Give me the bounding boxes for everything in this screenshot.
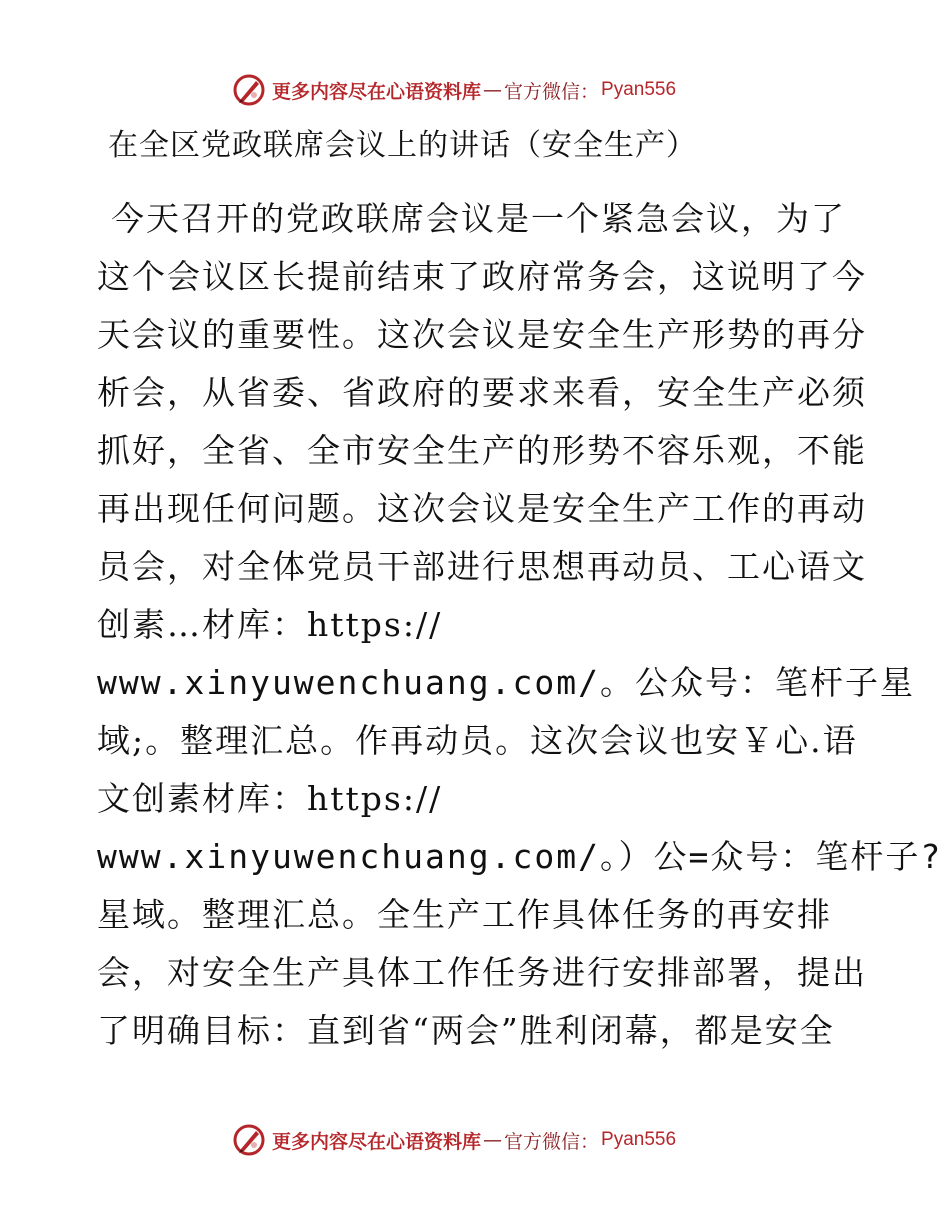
banner-text: 更多内容尽在心语资料库	[272, 1130, 482, 1153]
body-line: 域;。整理汇总。作再动员。这次会议也安￥心.语	[97, 721, 858, 760]
footer-banner	[232, 1122, 676, 1158]
body-line-url: www.xinyuwenchuang.com/。公众号：笔杆子星	[97, 663, 915, 702]
banner-wechat-id: Pyan556	[601, 1129, 677, 1150]
banner-separator: —	[483, 1129, 503, 1151]
banner-text: 更多内容尽在心语资料库	[272, 80, 482, 103]
banner-wechat-id: Pyan556	[601, 79, 677, 100]
body-line: 文创素材库：https://	[97, 779, 443, 818]
banner-wechat-label: 官方微信：	[504, 80, 600, 103]
body-line: 再出现任何问题。这次会议是安全生产工作的再动	[97, 489, 867, 528]
banner-wechat-label: 官方微信：	[504, 1130, 600, 1153]
body-line-url: www.xinyuwenchuang.com/。）公=众号：笔杆子?	[97, 837, 943, 876]
body-line: 创素…材库：https://	[97, 605, 443, 644]
body-line: 这个会议区长提前结束了政府常务会，这说明了今	[97, 257, 867, 296]
body-line: 了明确目标：直到省“两会”胜利闭幕，都是安全	[97, 1011, 835, 1050]
body-line: 天会议的重要性。这次会议是安全生产形势的再分	[97, 315, 867, 354]
body-line: 抓好，全省、全市安全生产的形势不容乐观，不能	[97, 431, 867, 470]
document-title: 在全区党政联席会议上的讲话（安全生产）	[108, 128, 697, 163]
body-line: 析会，从省委、省政府的要求来看，安全生产必须	[97, 373, 867, 412]
banner-separator: —	[483, 79, 503, 101]
body-line: 会，对安全生产具体工作任务进行安排部署，提出	[97, 953, 867, 992]
header-banner	[232, 72, 676, 108]
pen-logo-icon	[232, 73, 266, 107]
body-line: 星域。整理汇总。全生产工作具体任务的再安排	[97, 895, 832, 934]
body-line: 今天召开的党政联席会议是一个紧急会议，为了	[111, 199, 846, 238]
body-line: 员会，对全体党员干部进行思想再动员、工心语文	[97, 547, 867, 586]
pen-logo-icon	[232, 1123, 266, 1157]
document-body	[97, 190, 943, 1060]
